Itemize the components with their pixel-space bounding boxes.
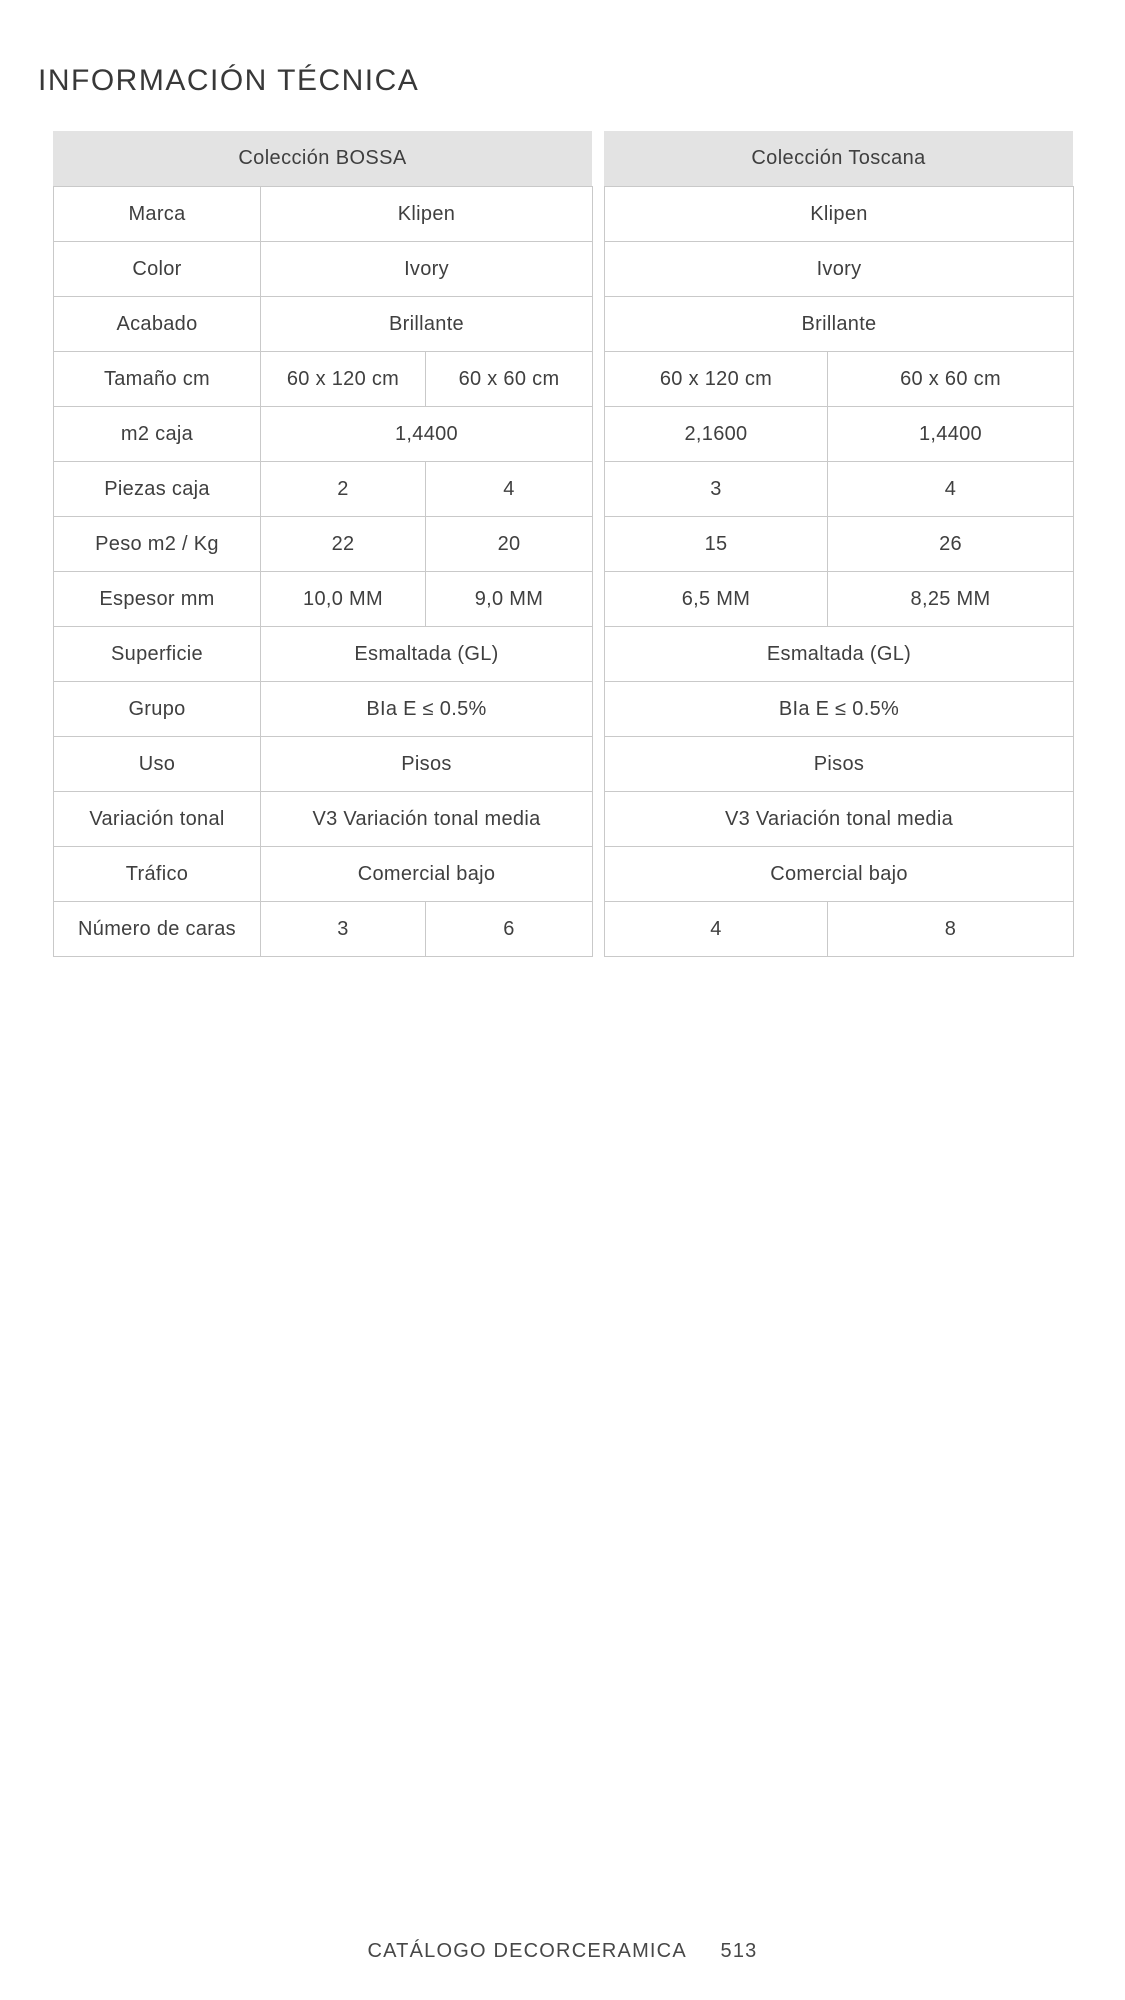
row-label: Uso [54,737,261,792]
value-cell: Klipen [605,187,1074,242]
table-row [605,352,1074,407]
value-cell: Ivory [261,242,593,297]
table-row [54,242,593,297]
value-cell: 6 [426,902,593,957]
table-row [605,847,1074,902]
table-row [605,792,1074,847]
table-row [605,737,1074,792]
value-cell: 60 x 60 cm [828,352,1074,407]
table-row [605,242,1074,297]
table-row [54,462,593,517]
table-row [54,297,593,352]
value-cell: 20 [426,517,593,572]
row-label: m2 caja [54,407,261,462]
value-cell: 1,4400 [261,407,593,462]
value-cell: 15 [605,517,828,572]
value-cell: 60 x 120 cm [261,352,426,407]
value-cell: 3 [261,902,426,957]
value-cell: Comercial bajo [261,847,593,902]
value-cell: 8,25 MM [828,572,1074,627]
value-cell: Ivory [605,242,1074,297]
row-label: Superficie [54,627,261,682]
spec-table-toscana [604,131,1073,957]
value-cell: 10,0 MM [261,572,426,627]
value-cell: BIa E ≤ 0.5% [605,682,1074,737]
value-cell: Pisos [261,737,593,792]
footer-page-number: 513 [720,1940,758,1962]
table-row [605,297,1074,352]
value-cell: 4 [605,902,828,957]
value-cell: Esmaltada (GL) [605,627,1074,682]
table-row [605,517,1074,572]
row-label: Tráfico [54,847,261,902]
table-header-toscana: Colección Toscana [604,131,1073,186]
table-row [54,792,593,847]
value-cell: 26 [828,517,1074,572]
table-row [605,462,1074,517]
table-row [605,187,1074,242]
value-cell: Klipen [261,187,593,242]
value-cell: BIa E ≤ 0.5% [261,682,593,737]
value-cell: V3 Variación tonal media [261,792,593,847]
row-label: Espesor mm [54,572,261,627]
value-cell: 9,0 MM [426,572,593,627]
value-cell: Brillante [261,297,593,352]
table-row [605,627,1074,682]
table-row [54,902,593,957]
table-row [54,517,593,572]
row-label: Acabado [54,297,261,352]
row-label: Marca [54,187,261,242]
table-row [605,407,1074,462]
value-cell: 4 [426,462,593,517]
table-row [54,572,593,627]
value-cell: Pisos [605,737,1074,792]
value-cell: 22 [261,517,426,572]
table-row [605,572,1074,627]
row-label: Variación tonal [54,792,261,847]
table-row [54,847,593,902]
row-label: Color [54,242,261,297]
table-row [54,627,593,682]
table-header-bossa: Colección BOSSA [53,131,592,186]
row-label: Número de caras [54,902,261,957]
value-cell: 1,4400 [828,407,1074,462]
value-cell: Comercial bajo [605,847,1074,902]
value-cell: 8 [828,902,1074,957]
table-row [54,682,593,737]
value-cell: 60 x 60 cm [426,352,593,407]
row-label: Grupo [54,682,261,737]
value-cell: Brillante [605,297,1074,352]
row-label: Tamaño cm [54,352,261,407]
page-footer [0,1940,1125,1963]
spec-table-toscana-body [604,186,1074,957]
value-cell: 3 [605,462,828,517]
value-cell: V3 Variación tonal media [605,792,1074,847]
spec-table-bossa [53,131,592,957]
page-title: INFORMACIÓN TÉCNICA [38,64,420,97]
spec-table-bossa-body [53,186,593,957]
row-label: Peso m2 / Kg [54,517,261,572]
table-row [54,187,593,242]
table-row [605,902,1074,957]
table-row [54,352,593,407]
table-row [605,682,1074,737]
value-cell: 60 x 120 cm [605,352,828,407]
row-label: Piezas caja [54,462,261,517]
value-cell: 4 [828,462,1074,517]
table-row [54,407,593,462]
value-cell: 2 [261,462,426,517]
value-cell: Esmaltada (GL) [261,627,593,682]
footer-catalog-label: CATÁLOGO DECORCERAMICA [367,1940,686,1962]
value-cell: 2,1600 [605,407,828,462]
value-cell: 6,5 MM [605,572,828,627]
table-row [54,737,593,792]
